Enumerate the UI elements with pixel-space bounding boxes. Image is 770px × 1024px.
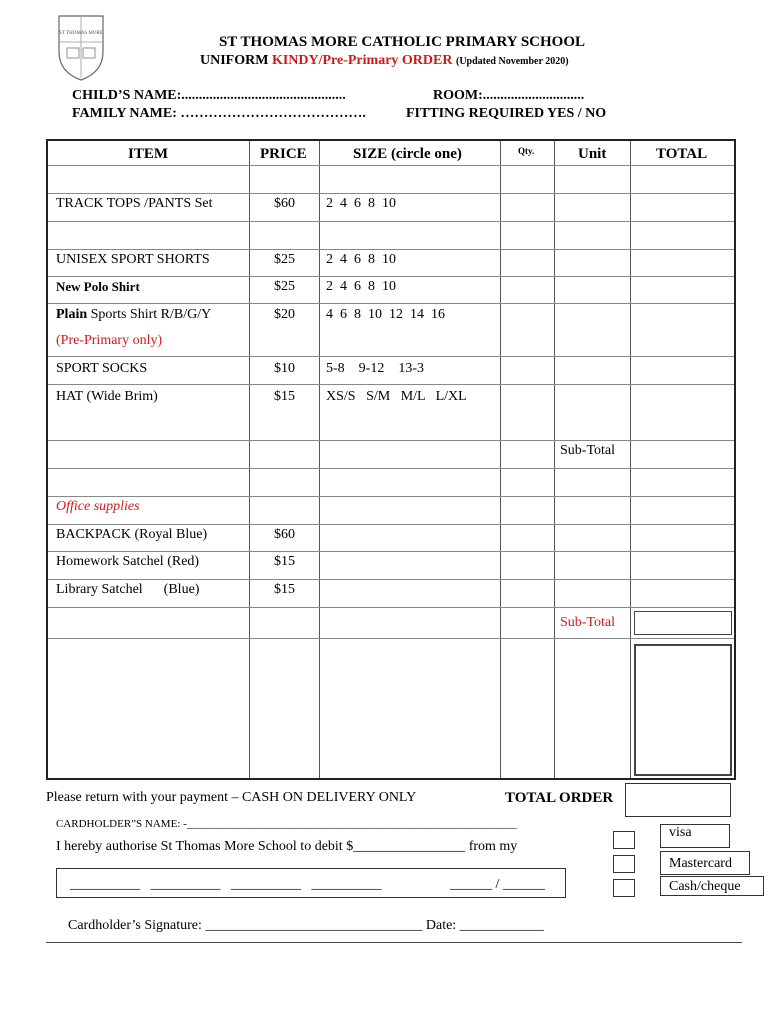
price-hat: $15 [274,389,295,404]
card-expiry-field[interactable]: ______ / ______ [450,877,545,892]
size-sports-shirt[interactable]: 4 6 8 10 12 14 16 [326,307,445,322]
fitting-required-field[interactable]: FITTING REQUIRED YES / NO [406,106,607,121]
order-table [46,139,736,780]
price-sport-shorts: $25 [274,252,295,267]
cardholder-signature-field[interactable]: Cardholder’s Signature: _______________________________ Date: ____________ [68,918,544,933]
subtotal-office-box[interactable] [634,611,732,635]
card-number-field[interactable]: __________ __________ __________ __________ [70,877,382,892]
subtotal-office-label: Sub-Total [560,615,616,630]
room-field[interactable]: ROOM:............................. [433,88,585,103]
item-backpack: BACKPACK (Royal Blue) [56,527,208,542]
visa-checkbox[interactable] [613,831,635,849]
col-header-size: SIZE (circle one) [353,146,462,162]
cash-cheque-option: Cash/cheque [660,876,764,896]
price-track-tops: $60 [274,196,295,211]
col-header-qty: Qty. [518,146,535,156]
price-library-satchel: $15 [274,582,295,597]
size-sport-shorts[interactable]: 2 4 6 8 10 [326,252,396,267]
price-backpack: $60 [274,527,295,542]
item-homework-satchel: Homework Satchel (Red) [56,554,200,569]
cash-cheque-checkbox[interactable] [613,879,635,897]
pre-primary-note: (Pre-Primary only) [56,333,163,348]
item-sports-shirt [56,307,211,323]
subtotal-uniform-label: Sub-Total [560,443,616,458]
school-title: ST THOMAS MORE CATHOLIC PRIMARY SCHOOL [218,34,586,50]
cardholder-name-field[interactable]: CARDHOLDER”S NAME: -____________________________________________________________ [56,818,517,830]
item-sports-shirt-bold: Plain [56,307,88,322]
uniform-label: UNIFORM [200,53,269,68]
authorise-debit-statement[interactable]: I hereby authorise St Thomas More School to debit $________________ from my [56,839,518,854]
item-hat: HAT (Wide Brim) [56,389,158,404]
bottom-rule [46,942,742,943]
price-sport-socks: $10 [274,361,295,376]
size-polo-shirt[interactable]: 2 4 6 8 10 [326,279,396,294]
item-sport-shorts: UNISEX SPORT SHORTS [56,252,210,267]
size-hat[interactable]: XS/S S/M M/L L/XL [326,389,467,404]
family-name-field[interactable]: FAMILY NAME: …………………………………. [72,106,366,121]
size-track-tops[interactable]: 2 4 6 8 10 [326,196,396,211]
item-library-satchel: Library Satchel (Blue) [56,582,200,597]
total-order-label: TOTAL ORDER [505,790,614,806]
child-name-field[interactable]: CHILD’S NAME:............................................... [72,88,346,103]
item-sports-shirt-rest: Sports Shirt R/B/G/Y [87,307,212,322]
item-polo-shirt: New Polo Shirt [56,279,140,294]
form-subtitle [200,53,569,69]
kindy-order-label: KINDY/Pre-Primary ORDER [271,53,453,68]
total-order-box[interactable] [625,783,731,817]
mastercard-option: Mastercard [660,851,750,875]
price-polo-shirt: $25 [274,279,295,294]
mastercard-checkbox[interactable] [613,855,635,873]
updated-note: (Updated November 2020) [455,56,569,67]
return-payment-note: Please return with your payment – CASH ON DELIVERY ONLY [46,790,417,805]
size-sport-socks[interactable]: 5-8 9-12 13-3 [326,361,424,376]
office-supplies-heading: Office supplies [56,499,140,514]
price-sports-shirt: $20 [274,307,295,322]
item-sport-socks: SPORT SOCKS [56,361,148,376]
price-homework-satchel: $15 [274,554,295,569]
visa-option: visa [660,824,730,848]
col-header-total: TOTAL [656,146,708,162]
item-track-tops: TRACK TOPS /PANTS Set [56,196,213,211]
logo-text: ST THOMAS MORE [59,31,103,36]
col-header-unit: Unit [578,146,607,162]
card-details-box [56,868,566,898]
col-header-item: ITEM [128,146,169,162]
total-column-box[interactable] [634,644,732,776]
col-header-price: PRICE [260,146,307,162]
